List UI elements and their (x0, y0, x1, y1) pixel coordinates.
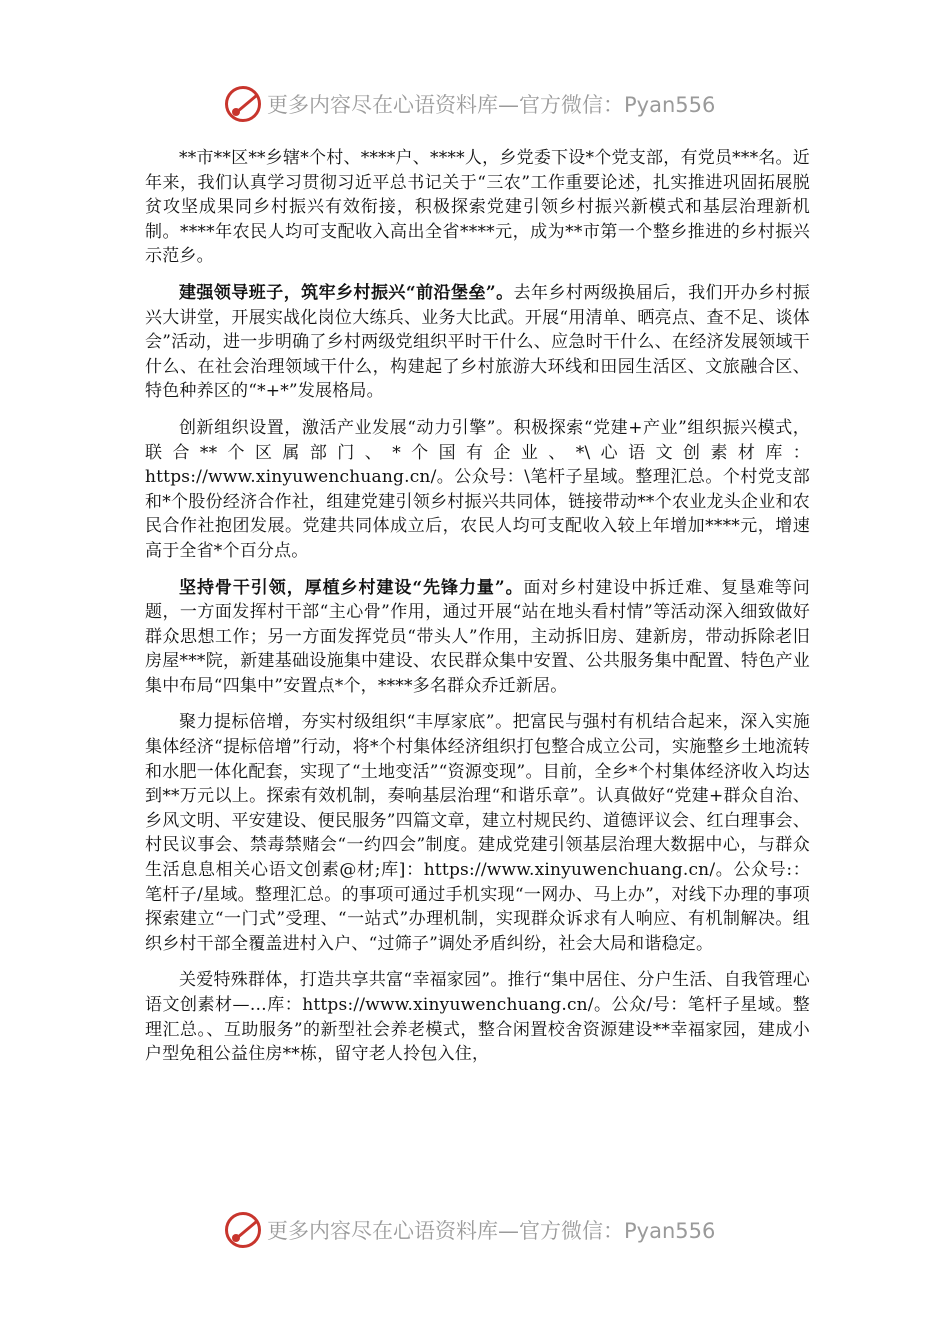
paragraph-5-text: 聚力提标倍增，夯实村级组织“丰厚家底”。把富民与强村有机结合起来，深入实施集体经济“提标倍增”行动，将*个村集体经济组织打包整合成立公司，实施整乡土地流转和水肥一体化配套，实现了“土地变活”“资源变现”。目前，全乡*个村集体经济收入均达到**万元以上。探索有效机制，奏响基层治理“和谐乐章”。认真做好“党建+群众自治、乡风文明、平安建设、便民服务”四篇文章，建立村规民约、道德评议会、红白理事会、村民议事会、禁毒禁赌会“一约四会”制度。建成党建引领基层治理大数据中心，与群众生活息息相关心语文创素@材;库]：https://www.xinyuwenchuang.cn/。公众号:：笔杆子/星域。整理汇总。的事项可通过手机实现“一网办、马上办”，对线下办理的事项探索建立“一门式”受理、“一站式”办理机制，实现群众诉求有人响应、有机制解决。组织乡村干部全覆盖进村入户、“过筛子”调处矛盾纠纷，社会大局和谐稳定。 (145, 712, 810, 954)
document-body (145, 146, 810, 1079)
paragraph-4 (145, 576, 810, 699)
paragraph-3-text: 创新组织设置，激活产业发展“动力引擎”。积极探索“党建+产业”组织振兴模式，联合**个区属部门、*个国有企业、*\心语文创素材库：https://www.xinyuwenchuang.cn/。公众号：\笔杆子星域。整理汇总。个村党支部和*个股份经济合作社，组建党建引领乡村振兴共同体，链接带动**个农业龙头企业和农民合作社抱团发展。党建共同体成立后，农民人均可支配收入较上年增加****元，增速高于全省*个百分点。 (145, 417, 810, 561)
footer-banner-text: 更多内容尽在心语资料库—官方微信：Pyan556 (267, 1219, 716, 1243)
paragraph-5 (145, 710, 810, 956)
pen-logo-icon (225, 86, 261, 122)
pen-logo-icon (225, 1212, 261, 1248)
paragraph-1 (145, 146, 810, 269)
paragraph-6 (145, 968, 810, 1066)
paragraph-3 (145, 416, 810, 564)
paragraph-4-text: 面对乡村建设中拆迁难、复垦难等问题，一方面发挥村干部“主心骨”作用，通过开展“站在地头看村情”等活动深入细致做好群众思想工作；另一方面发挥党员“带头人”作用，主动拆旧房、建新房，带动拆除老旧房屋***院，新建基础设施集中建设、农民群众集中安置、公共服务集中配置、特色产业集中布局“四集中”安置点*个，****多名群众乔迁新居。 (145, 577, 810, 696)
paragraph-6-text: 关爱特殊群体，打造共享共富“幸福家园”。推行“集中居住、分户生活、自我管理心语文创素材—…库：https://www.xinyuwenchuang.cn/。公众/号：笔杆子星域。整理汇总。、互助服务”的新型社会养老模式，整合闲置校舍资源建设**幸福家园，建成小户型免租公益住房**栋，留守老人拎包入住， (145, 970, 810, 1065)
paragraph-1-text: **市**区**乡辖*个村、****户、****人，乡党委下设*个党支部，有党员***名。近年来，我们认真学习贯彻习近平总书记关于“三农”工作重要论述，扎实推进巩固拓展脱贫攻坚成果同乡村振兴有效衔接，积极探索党建引领乡村振兴新模式和基层治理新机制。****年农民人均可支配收入高出全省****元，成为**市第一个整乡推进的乡村振兴示范乡。 (145, 148, 810, 267)
paragraph-2-text: 去年乡村两级换届后，我们开办乡村振兴大讲堂，开展实战化岗位大练兵、业务大比武。开展“用清单、晒亮点、查不足、谈体会”活动，进一步明确了乡村两级党组织平时干什么、应急时干什么、在经济发展领域干什么、在社会治理领域干什么，构建起了乡村旅游大环线和田园生活区、文旅融合区、特色种养区的“*+*”发展格局。 (145, 282, 810, 402)
paragraph-4-lead: 坚持骨干引领，厚植乡村建设“先锋力量”。 (179, 577, 524, 598)
paragraph-2 (145, 281, 810, 404)
header-banner (225, 84, 745, 124)
header-banner-text: 更多内容尽在心语资料库—官方微信：Pyan556 (267, 93, 716, 117)
paragraph-2-lead: 建强领导班子，筑牢乡村振兴“前沿堡垒”。 (179, 282, 514, 303)
footer-banner (225, 1210, 745, 1250)
